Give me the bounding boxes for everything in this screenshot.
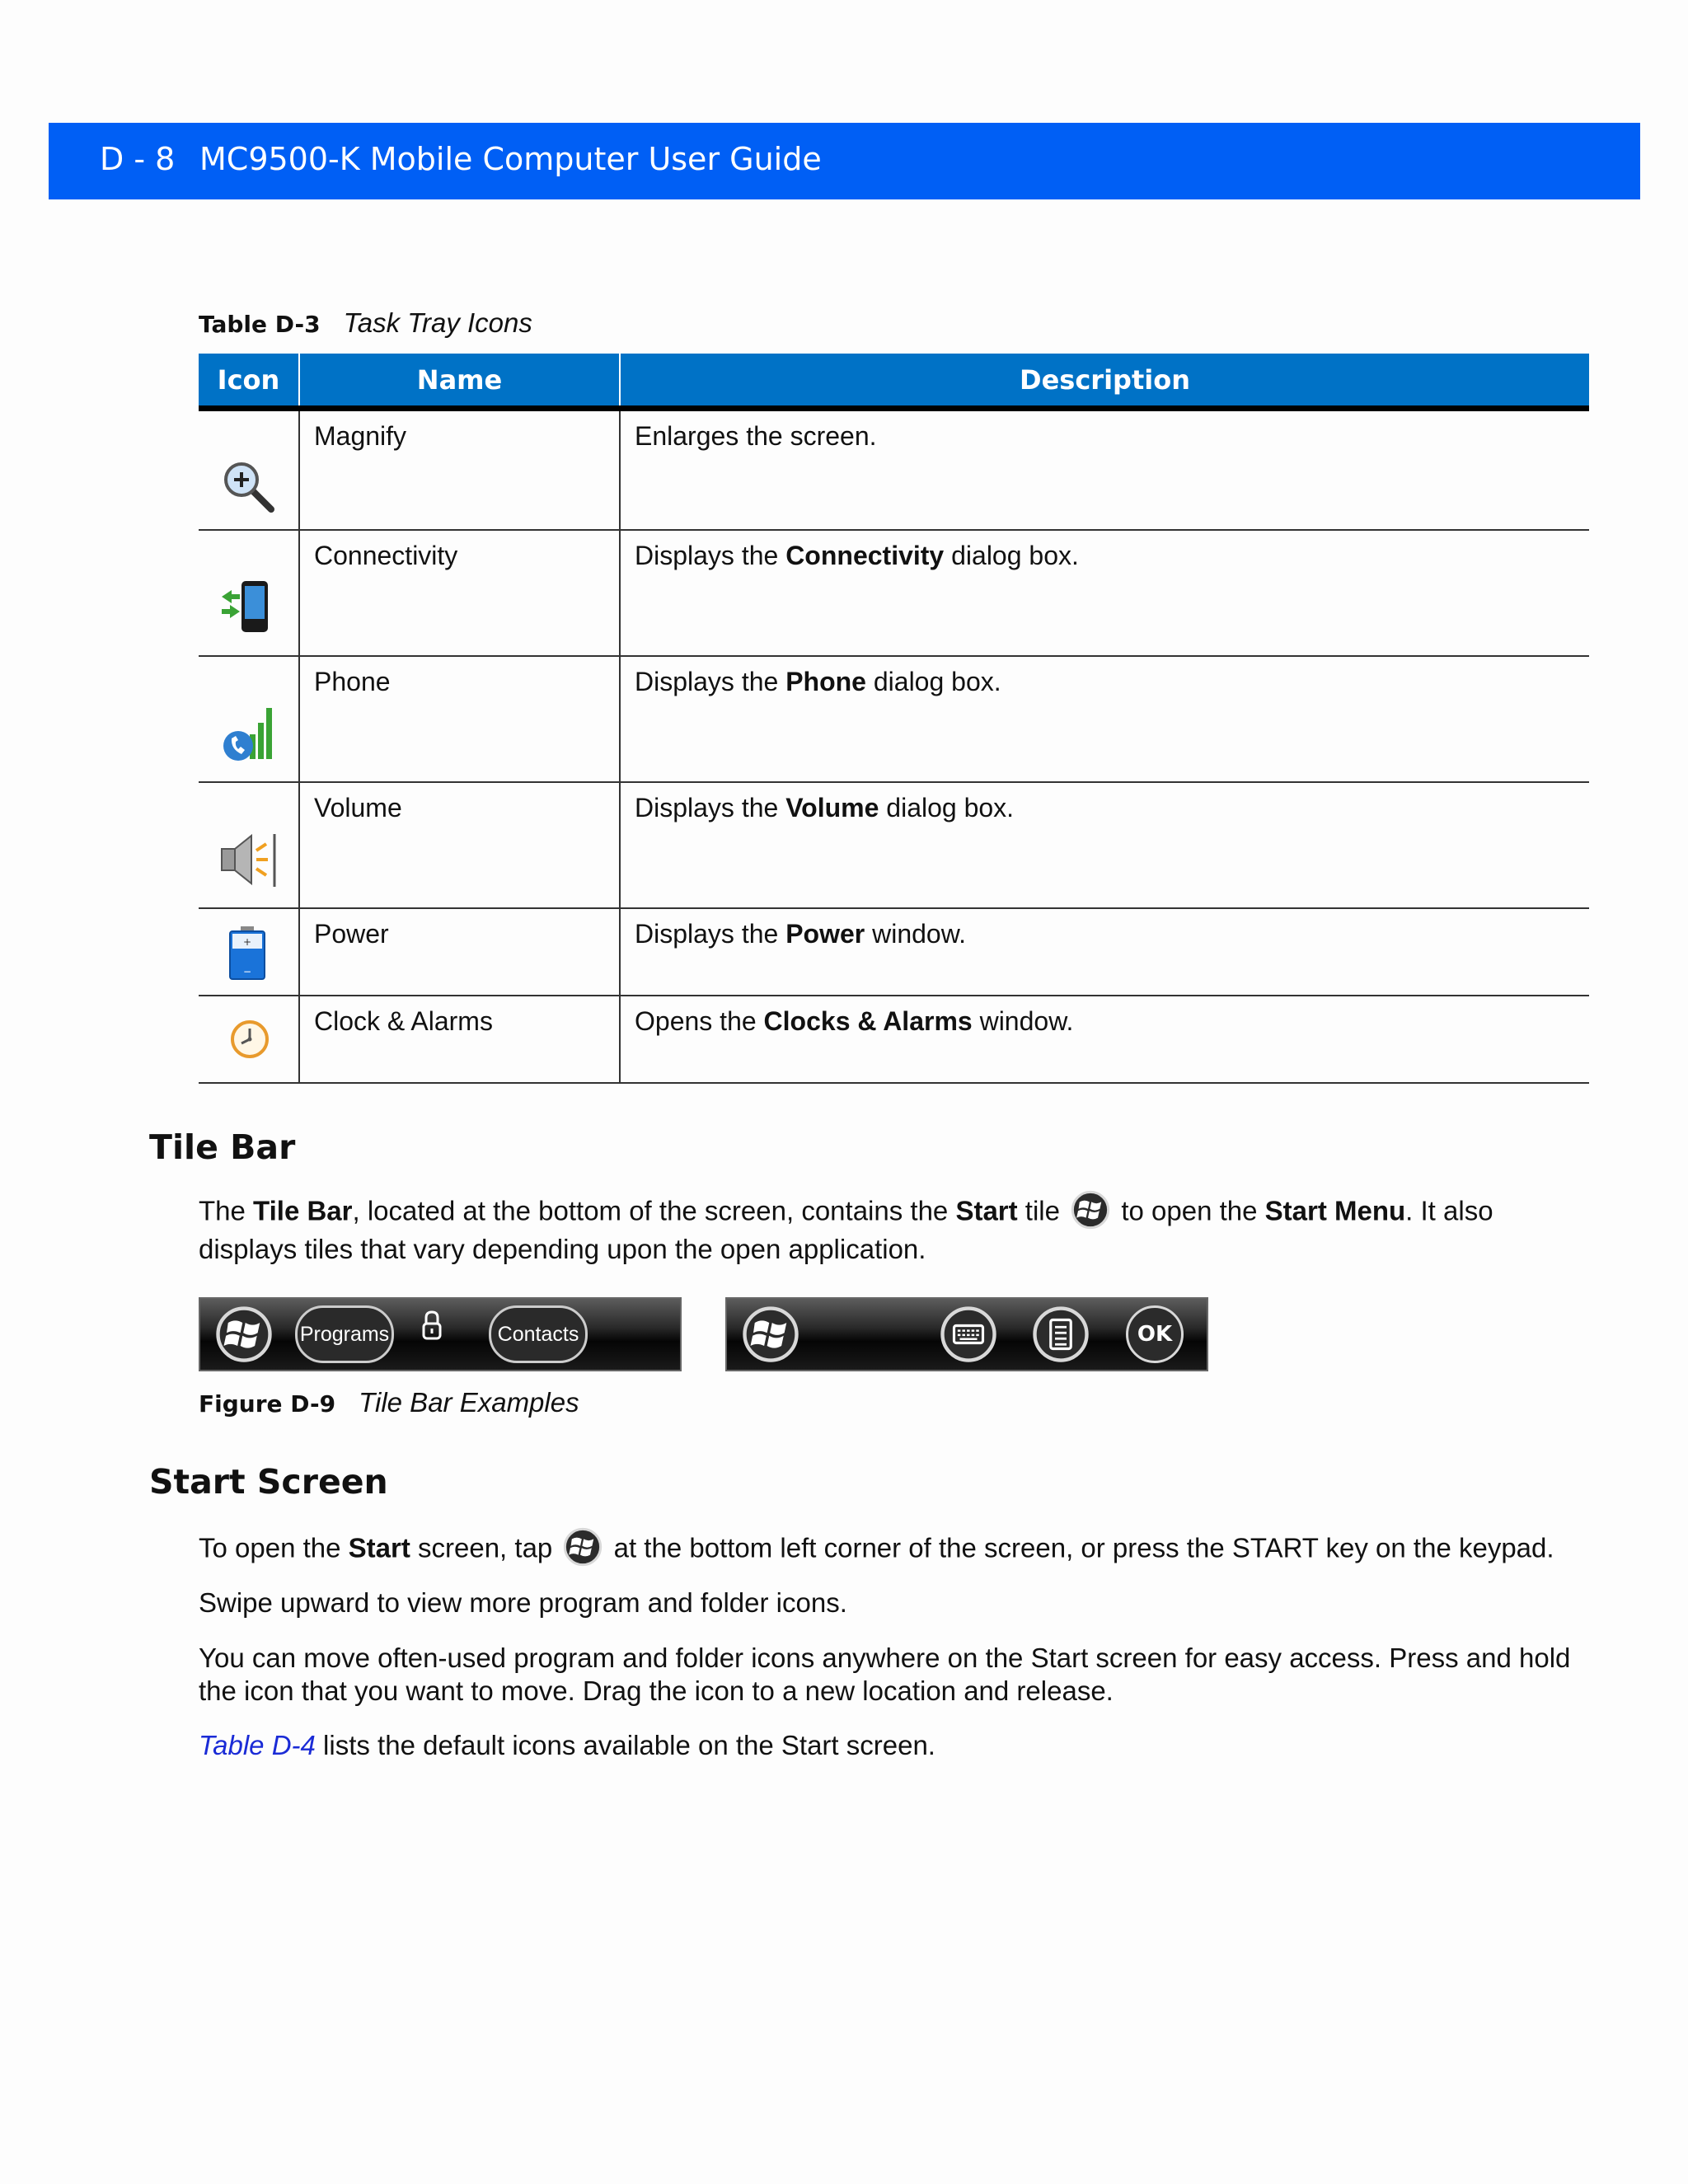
description-bold: Power [785,918,865,949]
name-cell [299,908,620,996]
name-text: Volume [314,792,402,823]
tile-bar-heading: Tile Bar [149,1127,296,1167]
description-cell [620,656,1589,782]
page-number: D - 8 [100,141,176,177]
connectivity-icon [220,579,278,636]
text-run: The [199,1195,254,1226]
lock-icon[interactable] [420,1309,444,1342]
table-row [199,908,1589,996]
table-d4-link[interactable]: Table D-4 [199,1730,316,1760]
column-header-description: Description [620,354,1589,409]
text-run-bold: Start Menu [1264,1195,1406,1226]
description-cell [620,530,1589,656]
description-text [621,996,1589,1037]
start-button[interactable] [742,1305,799,1363]
name-cell [299,530,620,656]
description-pre: Enlarges the screen. [635,421,877,451]
description-post: dialog box. [944,540,1079,570]
description-pre: Opens the [635,1005,764,1036]
name-text: Clock & Alarms [314,1005,493,1036]
text-run-bold: Start [955,1195,1018,1226]
tile-bar-example-1 [199,1297,682,1371]
table-caption-title: Task Tray Icons [343,307,532,338]
text-run: lists the default icons available on the Start screen. [315,1730,935,1760]
name-cell [299,782,620,908]
page-header [49,123,1640,199]
name-cell [299,656,620,782]
ok-button[interactable]: OK [1126,1305,1184,1363]
text-run: To open the [199,1532,349,1563]
text-run-bold: Tile Bar [253,1195,353,1226]
figure-caption [199,1387,579,1418]
description-bold: Phone [785,666,866,696]
description-post: window. [865,918,966,949]
text-run: You can move often-used program and folder icons anywhere on the Start screen for easy access. Press and hold [199,1643,1571,1673]
table-row [199,996,1589,1083]
description-text [621,531,1589,571]
description-pre: Displays the [635,792,786,823]
description-cell [620,409,1589,530]
tile-bar-paragraph [199,1193,1600,1266]
column-header-icon: Icon [199,354,299,409]
description-pre: Displays the [635,540,786,570]
table-header-row [199,354,1589,409]
tile-bar-example-2 [725,1297,1208,1371]
description-cell [620,908,1589,996]
document-title: MC9500-K Mobile Computer User Guide [199,141,822,177]
name-text: Power [314,918,389,949]
description-text [621,657,1589,697]
text-run: tile [1017,1195,1068,1226]
start-screen-paragraph-4 [199,1729,1600,1762]
battery-icon [228,926,266,980]
description-bold: Clocks & Alarms [763,1005,973,1036]
description-text [621,411,1589,452]
icon-cell [199,656,299,782]
phone-signal-icon [220,698,278,764]
start-screen-paragraph-2: Swipe upward to view more program and folder icons. [199,1587,847,1618]
start-screen-paragraph-1 [199,1530,1600,1570]
name-cell [299,996,620,1083]
programs-button[interactable]: Programs [295,1305,394,1363]
description-pre: Displays the [635,666,786,696]
text-run: . It also [1405,1195,1493,1226]
table-caption [199,307,532,339]
contacts-button[interactable]: Contacts [489,1305,588,1363]
description-text [621,909,1589,949]
table-row [199,782,1589,908]
description-post: dialog box. [865,666,1001,696]
text-run-bold: Start [348,1532,410,1563]
name-text: Magnify [314,421,407,451]
description-bold: Connectivity [785,540,945,570]
icon-cell [199,530,299,656]
description-bold: Volume [785,792,879,823]
start-tile-icon [1071,1190,1110,1230]
task-tray-icons-table [199,354,1589,1084]
description-post: dialog box. [879,792,1015,823]
start-tile-icon [563,1527,603,1567]
table-row [199,409,1589,530]
name-text: Connectivity [314,540,458,570]
volume-icon [220,829,279,890]
table-row [199,530,1589,656]
description-cell [620,782,1589,908]
name-text: Phone [314,666,391,696]
menu-button[interactable] [1032,1305,1090,1363]
description-text [621,783,1589,823]
description-post: window. [972,1005,1074,1036]
icon-cell [199,908,299,996]
text-run: displays tiles that vary depending upon the open application. [199,1234,926,1264]
start-screen-heading: Start Screen [149,1462,388,1502]
text-run: the icon that you want to move. Drag the icon to a new location and release. [199,1675,1114,1706]
description-pre: Displays the [635,918,786,949]
svg-text:+: + [242,935,252,948]
table-caption-label: Table D-3 [199,311,321,338]
figure-caption-title: Tile Bar Examples [359,1387,579,1418]
text-run: , located at the bottom of the screen, contains the [352,1195,956,1226]
icon-cell [199,782,299,908]
table-row [199,656,1589,782]
text-run: screen, tap [410,1532,560,1563]
description-cell [620,996,1589,1083]
svg-text:−: − [242,965,252,977]
keyboard-button[interactable] [940,1305,997,1363]
name-cell [299,409,620,530]
text-run: at the bottom left corner of the screen, or press the START key on the keypad. [606,1532,1554,1563]
icon-cell [199,409,299,530]
figure-caption-label: Figure D-9 [199,1390,336,1418]
start-screen-paragraph-3 [199,1642,1600,1708]
clock-icon [230,1019,270,1059]
start-button[interactable] [215,1305,273,1363]
icon-cell [199,996,299,1083]
text-run: to open the [1114,1195,1265,1226]
column-header-name: Name [299,354,620,409]
magnify-icon [220,458,278,516]
